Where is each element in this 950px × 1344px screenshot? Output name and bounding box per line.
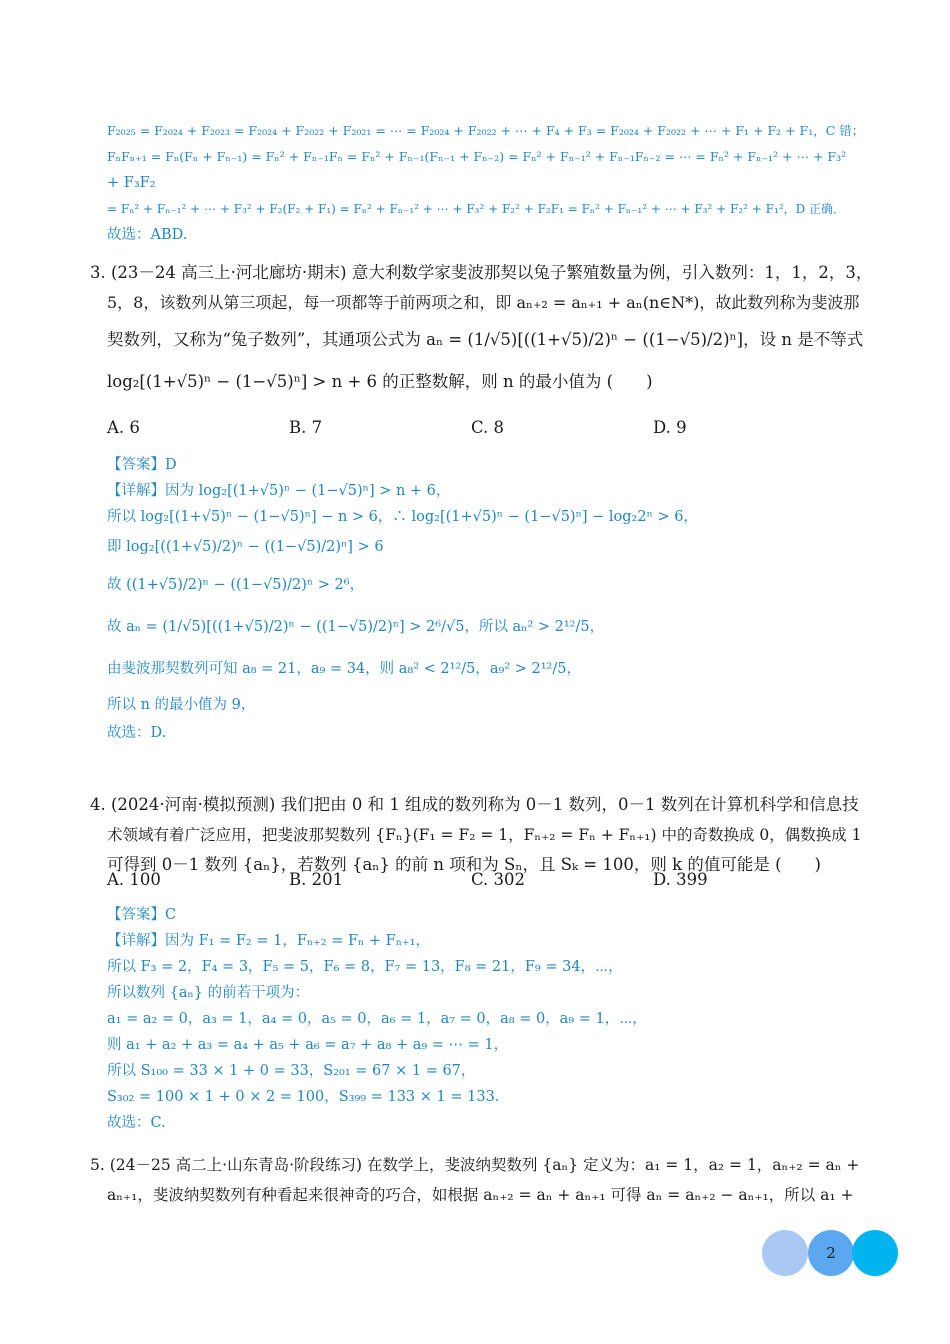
question-5 — [90, 1150, 875, 1210]
question-line: 4. (2024·河南·模拟预测) 我们把由 0 和 1 组成的数列称为 0－1 数列，0－1 数列在计算机科学和信息技 — [90, 795, 859, 814]
solution-line: 故 aₙ = (1/√5)[((1+√5)/2)ⁿ − ((1−√5)/2)ⁿ] > 2⁶/√5，所以 aₙ² > 2¹²/5， — [107, 619, 605, 635]
question-line: 可得到 0－1 数列 {aₙ}，若数列 {aₙ} 的前 n 项和为 Sₙ，且 Sₖ = 100，则 k 的值可能是 ( ) — [107, 855, 821, 874]
option-d: D. 9 — [653, 418, 687, 437]
prev-solution-line: F₂₀₂₅ = F₂₀₂₄ + F₂₀₂₃ = F₂₀₂₄ + F₂₀₂₂ + F₂₀₂₁ = ⋯ = F₂₀₂₄ + F₂₀₂₂ + ⋯ + F₄ + F₃ = F₂₀₂₄ + F₂₀₂₂ + ⋯ + F₁ + F₂ + F₁，C 错； — [107, 123, 865, 138]
question-3-answer — [107, 452, 875, 746]
question-line: log₂[(1+√5)ⁿ − (1−√5)ⁿ] > n + 6 的正整数解，则 n 的最小值为 ( ) — [107, 372, 653, 391]
option-b: B. 7 — [289, 418, 323, 437]
option-c: C. 302 — [471, 870, 526, 889]
prev-solution-line: FₙFₙ₊₁ = Fₙ(Fₙ + Fₙ₋₁) = Fₙ² + Fₙ₋₁Fₙ = Fₙ² + Fₙ₋₁(Fₙ₋₁ + Fₙ₋₂) = Fₙ² + Fₙ₋₁² + Fₙ₋₁Fₙ₋₂ = ⋯ = Fₙ² + Fₙ₋₁² + ⋯ + F₃² — [107, 149, 847, 164]
solution-line: 即 log₂[((1+√5)/2)ⁿ − ((1−√5)/2)ⁿ] > 6 — [107, 539, 384, 555]
question-line: 5，8，该数列从第三项起，每一项都等于前两项之和，即 aₙ₊₂ = aₙ₊₁ + aₙ(n∈N*)，故此数列称为斐波那 — [107, 293, 860, 312]
prev-solution-line: 故选：ABD. — [107, 227, 188, 243]
question-3-options — [107, 418, 875, 446]
solution-line: 故 ((1+√5)/2)ⁿ − ((1−√5)/2)ⁿ > 2⁶， — [107, 577, 365, 593]
solution-line: 则 a₁ + a₂ + a₃ = a₄ + a₅ + a₆ = a₇ + a₈ + a₉ = ⋯ = 1， — [107, 1037, 509, 1053]
question-3 — [90, 258, 875, 402]
prev-solution-line: = Fₙ² + Fₙ₋₁² + ⋯ + F₃² + F₂(F₂ + F₁) = Fₙ² + Fₙ₋₁² + ⋯ + F₃² + F₂² + F₂F₁ = Fₙ² + Fₙ₋₁² + ⋯ + F₃² + F₂² + F₁²，D 正确． — [107, 202, 846, 216]
solution-line: 【详解】因为 log₂[(1+√5)ⁿ − (1−√5)ⁿ] > n + 6， — [107, 483, 451, 499]
option-d: D. 399 — [653, 870, 708, 889]
solution-line: 所以 n 的最小值为 9， — [107, 697, 256, 713]
question-line: 5. (24－25 高二上·山东青岛·阶段练习) 在数学上，斐波纳契数列 {aₙ} 定义为：a₁ = 1，a₂ = 1，aₙ₊₂ = aₙ + — [90, 1156, 860, 1174]
page-number: 2 — [826, 1244, 836, 1262]
question-line: 术领域有着广泛应用，把斐波那契数列 {Fₙ}(F₁ = F₂ = 1，Fₙ₊₂ = Fₙ + Fₙ₊₁) 中的奇数换成 0，偶数换成 1 — [107, 826, 862, 844]
answer-label: 【答案】C — [107, 907, 177, 923]
option-a: A. 6 — [107, 418, 140, 437]
solution-line: 所以 S₁₀₀ = 33 × 1 + 0 = 33，S₂₀₁ = 67 × 1 = 67， — [107, 1063, 476, 1079]
solution-line: 【详解】因为 F₁ = F₂ = 1，Fₙ₊₂ = Fₙ + Fₙ₊₁， — [107, 933, 430, 949]
solution-line: 所以 log₂[(1+√5)ⁿ − (1−√5)ⁿ] − n > 6，∴ log₂[(1+√5)ⁿ − (1−√5)ⁿ] − log₂2ⁿ > 6， — [107, 509, 698, 525]
question-line: 契数列，又称为“兔子数列”，其通项公式为 aₙ = (1/√5)[((1+√5)/2)ⁿ − ((1−√5)/2)ⁿ]，设 n 是不等式 — [107, 330, 864, 349]
question-4 — [90, 790, 875, 880]
solution-line: 故选：D. — [107, 725, 167, 741]
solution-line: 故选：C. — [107, 1115, 166, 1131]
option-b: B. 201 — [289, 870, 344, 889]
option-a: A. 100 — [107, 870, 161, 889]
answer-label: 【答案】D — [107, 457, 177, 473]
page-badge-circle-left — [762, 1230, 808, 1276]
solution-line: 由斐波那契数列可知 a₈ = 21，a₉ = 34，则 a₈² < 2¹²/5，a₉² > 2¹²/5， — [107, 661, 581, 677]
question-line: aₙ₊₁，斐波纳契数列有种看起来很神奇的巧合，如根据 aₙ₊₂ = aₙ + aₙ₊₁ 可得 aₙ = aₙ₊₂ − aₙ₊₁，所以 a₁ + — [107, 1186, 854, 1204]
page-badge-circle-right — [852, 1230, 898, 1276]
solution-line: a₁ = a₂ = 0，a₃ = 1，a₄ = 0，a₅ = 0，a₆ = 1，a₇ = 0，a₈ = 0，a₉ = 1，⋯， — [107, 1011, 647, 1027]
solution-line: S₃₀₂ = 100 × 1 + 0 × 2 = 100，S₃₉₉ = 133 × 1 = 133. — [107, 1089, 500, 1105]
prev-solution-line: + F₃F₂ — [107, 175, 156, 191]
solution-line: 所以 F₃ = 2，F₄ = 3，F₅ = 5，F₆ = 8，F₇ = 13，F₈ = 21，F₉ = 34，⋯， — [107, 959, 623, 975]
question-4-answer — [107, 902, 875, 1136]
option-c: C. 8 — [471, 418, 505, 437]
prev-solution — [107, 118, 875, 248]
question-4-options — [107, 870, 875, 898]
solution-line: 所以数列 {aₙ} 的前若干项为： — [107, 985, 310, 1001]
question-line: 3. (23－24 高三上·河北廊坊·期末) 意大利数学家斐波那契以兔子繁殖数量为例，引入数列：1，1，2，3， — [90, 263, 873, 282]
